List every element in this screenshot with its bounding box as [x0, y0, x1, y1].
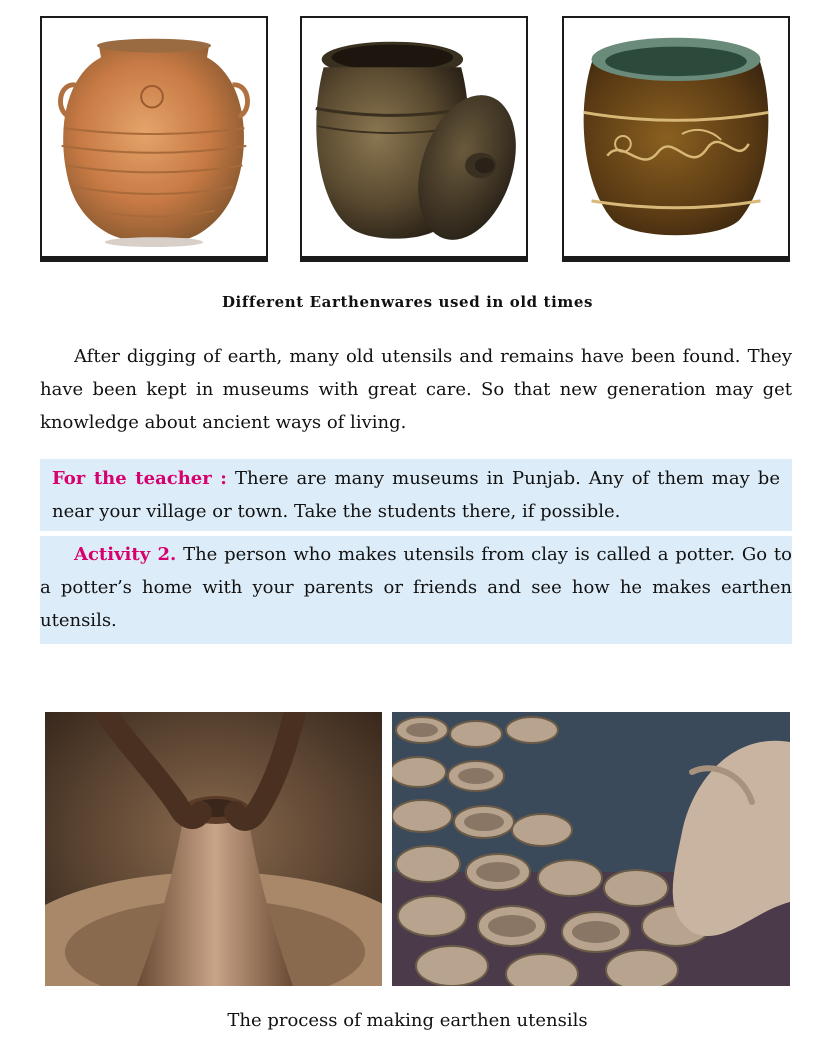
activity-text: The person who makes utensils from clay is called a potter. Go to a potter’s home with your parents or friends and see how he makes earthen utensils.	[40, 544, 792, 631]
body-paragraph: After digging of earth, many old utensils and remains have been found. They have been kept in museums with great care. So that new generation may get knowledge about ancient ways of living.	[40, 346, 792, 433]
pot-photo-frame	[300, 16, 528, 258]
activity-box	[40, 536, 792, 644]
bottom-figure-caption: The process of making earthen utensils	[227, 1010, 588, 1031]
top-figure-caption: Different Earthenwares used in old times	[221, 293, 594, 311]
teacher-note-label: For the teacher :	[52, 468, 227, 489]
potter-hands-wheel-image	[45, 712, 382, 986]
orange-jar-image	[42, 18, 266, 256]
teacher-note-box	[40, 459, 792, 531]
glazed-dragon-pot-image	[564, 18, 788, 256]
potter-wheel-photo	[45, 712, 382, 986]
clay-lamps-photo	[392, 712, 790, 986]
dragon-pot-photo-frame	[562, 16, 790, 258]
activity-label: Activity 2.	[74, 544, 177, 565]
jar-photo-frame	[40, 16, 268, 258]
dark-pot-with-lid-image	[302, 18, 526, 256]
clay-lamps-image	[392, 712, 790, 986]
teacher-note-text: There are many museums in Punjab. Any of them may be near your village or town. Take the students there, if possible.	[52, 468, 780, 522]
